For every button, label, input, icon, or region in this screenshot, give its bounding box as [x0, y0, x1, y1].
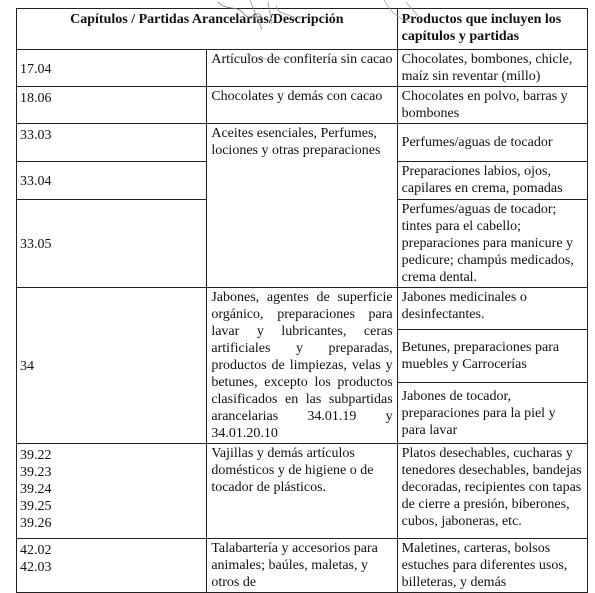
row-description: Artículos de confitería sin cacao: [207, 50, 397, 87]
row-products: Jabones de tocador, preparaciones para la piel y para lavar: [397, 383, 587, 444]
row-description: Chocolates y demás con cacao: [207, 87, 397, 124]
row-codes: [17, 444, 207, 539]
row-products: Perfumes/aguas de tocador; tintes para el cabello; preparaciones para manicure y pedicure; champús medicados, crema dental.: [397, 200, 587, 288]
row-code: 34: [17, 288, 207, 444]
table-row: [17, 539, 588, 593]
row-code: 33.04: [17, 162, 207, 200]
row-products: Chocolates en polvo, barras y bombones: [397, 87, 587, 124]
code-item: 39.24: [20, 482, 52, 497]
table-row: [17, 87, 588, 124]
row-code: 17.04: [17, 50, 207, 87]
row-codes: [17, 539, 207, 593]
row-products: Preparaciones labios, ojos, capilares en crema, pomadas: [397, 162, 587, 200]
row-products: Chocolates, bombones, chicle, maíz sin reventar (millo): [397, 50, 587, 87]
table-row: [17, 288, 588, 330]
code-item: 39.25: [20, 499, 52, 514]
row-products: Jabones medicinales o desinfectantes.: [397, 288, 587, 330]
code-item: 39.23: [20, 465, 52, 480]
row-code: 33.03: [17, 124, 207, 162]
code-item: 39.22: [20, 448, 52, 463]
row-description: Aceites esenciales, Perfumes, lociones y otras preparaciones: [207, 124, 397, 288]
row-products: Platos desechables, cucharas y tenedores desechables, bandejas decoradas, recipientes con tapas de cierre a presión, biberones, cubos, jaboneras, etc.: [397, 444, 587, 539]
row-description: Jabones, agentes de superficie orgánico, preparaciones para lavar y lubricantes, ceras artificiales y preparadas, productos de limpiezas, velas y betunes, excepto los productos clasificados en las subpartidas arancelarias 34.01.19 y 34.01.20.10: [207, 288, 397, 444]
header-products: Productos que incluyen los capítulos y partidas: [397, 9, 587, 50]
code-item: 42.03: [20, 560, 52, 575]
row-description: Vajillas y demás artículos domésticos y de higiene o de tocador de plásticos.: [207, 444, 397, 539]
table-header-row: [17, 9, 588, 50]
row-description: Talabartería y accesorios para animales; baúles, maletas, y otros de: [207, 539, 397, 593]
row-code: 18.06: [17, 87, 207, 124]
header-chapters: Capítulos / Partidas Arancelarias/Descripción: [17, 9, 398, 50]
code-item: 42.02: [20, 543, 52, 558]
row-products: Maletines, carteras, bolsos estuches para diferentes usos, billeteras, y demás: [397, 539, 587, 593]
tariff-table: [16, 8, 588, 593]
row-code: 33.05: [17, 200, 207, 288]
row-products: Betunes, preparaciones para muebles y Carrocerías: [397, 329, 587, 383]
table-row: [17, 444, 588, 539]
table-row: [17, 50, 588, 87]
code-item: 39.26: [20, 516, 52, 531]
table-row: [17, 124, 588, 162]
row-products: Perfumes/aguas de tocador: [397, 124, 587, 162]
